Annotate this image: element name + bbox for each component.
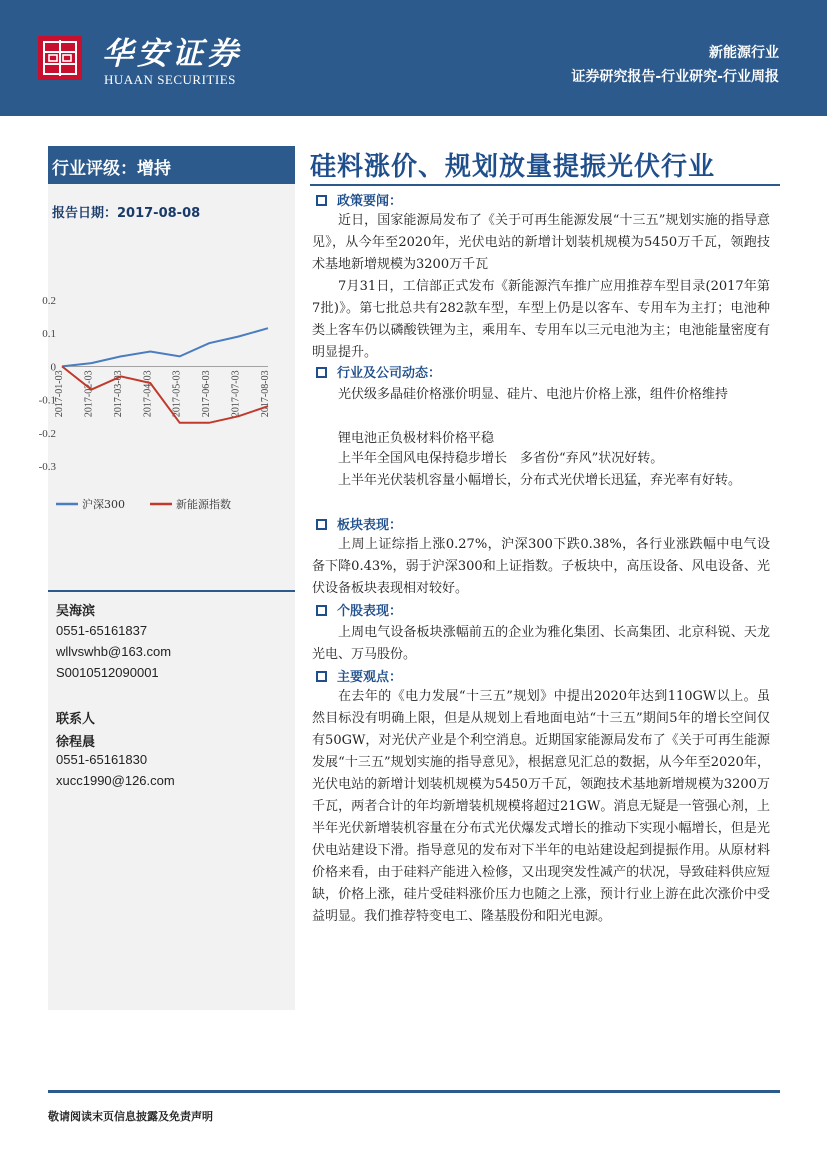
huaan-logo-icon	[38, 36, 82, 80]
analyst-email[interactable]: wllvswhb@163.com	[56, 644, 172, 659]
section-heading-sector: 板块表现：	[316, 514, 402, 533]
analyst-name: 吴海滨	[56, 604, 96, 619]
checkbox-bullet-icon	[316, 195, 327, 206]
x-tick-label: 2017-03-03	[112, 370, 124, 418]
x-tick-label: 2017-02-03	[83, 370, 95, 418]
series-line-hs300	[62, 328, 268, 366]
sector-para-1: 上周上证综指上涨0.27%，沪深300下跌0.38%，各行业涨跌幅中电气设备下降0.43%，弱于沪深300和上证指数。子板块中，高压设备、风电设备、光伏设备板块表现相对较好。	[312, 537, 770, 596]
footer-rule	[48, 1090, 780, 1093]
section-heading-stocks: 个股表现：	[316, 600, 402, 619]
sidebar-divider	[48, 590, 295, 592]
stocks-para-1: 上周电气设备板块涨幅前五的企业为雅化集团、长高集团、北京科锐、天龙光电、万马股份。	[312, 625, 770, 662]
sidebar	[48, 146, 295, 1010]
y-tick-label: 0	[50, 361, 56, 374]
checkbox-bullet-icon	[316, 671, 327, 682]
contact-phone: 0551-65161830	[56, 752, 148, 767]
logo-english-name: HUAAN SECURITIES	[104, 72, 236, 87]
x-tick-label: 2017-07-03	[230, 370, 242, 418]
contact-email[interactable]: xucc1990@126.com	[56, 773, 175, 788]
x-tick-label: 2017-06-03	[201, 370, 213, 418]
policy-para-1: 近日，国家能源局发布了《关于可再生能源发展“十三五”规划实施的指导意见》，从今年至2020年，光伏电站的新增计划装机规模为5450万千瓦，领跑技术基地新增规模为3200万千瓦	[312, 213, 770, 272]
report-header	[0, 0, 827, 116]
analyst-phone: 0551-65161837	[56, 623, 148, 638]
analyst-cert: S0010512090001	[56, 665, 159, 680]
rating-bar	[48, 146, 295, 184]
industry-para-2: 锂电池正负极材料价格平稳	[338, 431, 495, 446]
policy-para-2: 7月31日，工信部正式发布《新能源汽车推广应用推荐车型目录(2017年第7批)》。第七批总共有282款车型，车型上仍是以客车、专用车为主打；电池种类上客车仍以磷酸铁锂为主，乘用车、专用车以三元电池为主；电池能量密度有明显提升。	[312, 279, 770, 360]
y-tick-label: -0.1	[38, 394, 56, 407]
y-tick-label: -0.2	[38, 427, 56, 440]
x-tick-label: 2017-01-03	[54, 370, 65, 418]
contact-label: 联系人	[56, 712, 96, 727]
y-tick-label: 0.1	[42, 328, 56, 341]
header-sector: 新能源行业	[709, 45, 779, 61]
title-rule	[310, 184, 780, 186]
section-heading-view: 主要观点：	[316, 666, 402, 685]
performance-chart	[26, 290, 276, 520]
header-report-type: 证券研究报告-行业研究-行业周报	[571, 69, 779, 85]
checkbox-bullet-icon	[316, 519, 327, 530]
report-title: 硅料涨价、规划放量提振光伏行业	[310, 152, 716, 182]
x-tick-label: 2017-05-03	[171, 370, 183, 418]
logo-chinese-name: 华安证券	[102, 36, 242, 72]
contact-name: 徐程晨	[56, 735, 96, 750]
x-tick-label: 2017-08-03	[260, 370, 271, 418]
section-heading-industry: 行业及公司动态：	[316, 362, 441, 381]
x-tick-label: 2017-04-03	[142, 370, 154, 418]
report-date: 报告日期：2017-08-08	[52, 206, 201, 221]
industry-para-4: 上半年光伏装机容量小幅增长，分布式光伏增长迅猛，弃光率有好转。	[338, 473, 742, 488]
legend-label: 新能源指数	[176, 498, 231, 511]
y-tick-label: 0.2	[42, 295, 56, 307]
industry-para-1: 光伏级多晶硅价格涨价明显、硅片、电池片价格上涨，组件价格维持	[338, 387, 729, 402]
legend-label: 沪深300	[82, 498, 125, 511]
footer-disclaimer[interactable]: 敬请阅读末页信息披露及免责声明	[48, 1110, 213, 1123]
industry-rating: 行业评级：增持	[52, 159, 171, 179]
section-heading-policy: 政策要闻：	[316, 190, 402, 209]
checkbox-bullet-icon	[316, 367, 327, 378]
industry-para-3: 上半年全国风电保持稳步增长 多省份“弃风”状况好转。	[338, 451, 664, 466]
y-tick-label: -0.3	[38, 461, 56, 473]
view-para-1: 在去年的《电力发展“十三五”规划》中提出2020年达到110GW以上。虽然目标没有明确上限，但是从规划上看地面电站“十三五”期间5年的增长空间仅有50GW，对光伏产业是个利空消息。近期国家能源局发布了《关于可再生能源发展“十三五”规划实施的指导意见》，根据意见汇总的数据，从今年至2020年，光伏电站的新增计划装机规模为5450万千瓦，领跑技术基地新增规模为3200万千瓦，两者合计的年均新增装机规模将超过21GW。消息无疑是一管强心剂，上半年光伏新增装机容量在分布式光伏爆发式增长的推动下实现小幅增长，但是光伏电站建设下滑。指导意见的发布对下半年的电站建设起到提振作用。从原材料价格来看，由于硅料产能进入检修，又出现突发性减产的状况，导致硅料供应短缺，价格上涨，硅片受硅料涨价压力也随之上涨，预计行业上游在此次涨价中受益明显。我们推荐特变电工、隆基股份和阳光电源。	[312, 689, 770, 924]
checkbox-bullet-icon	[316, 605, 327, 616]
